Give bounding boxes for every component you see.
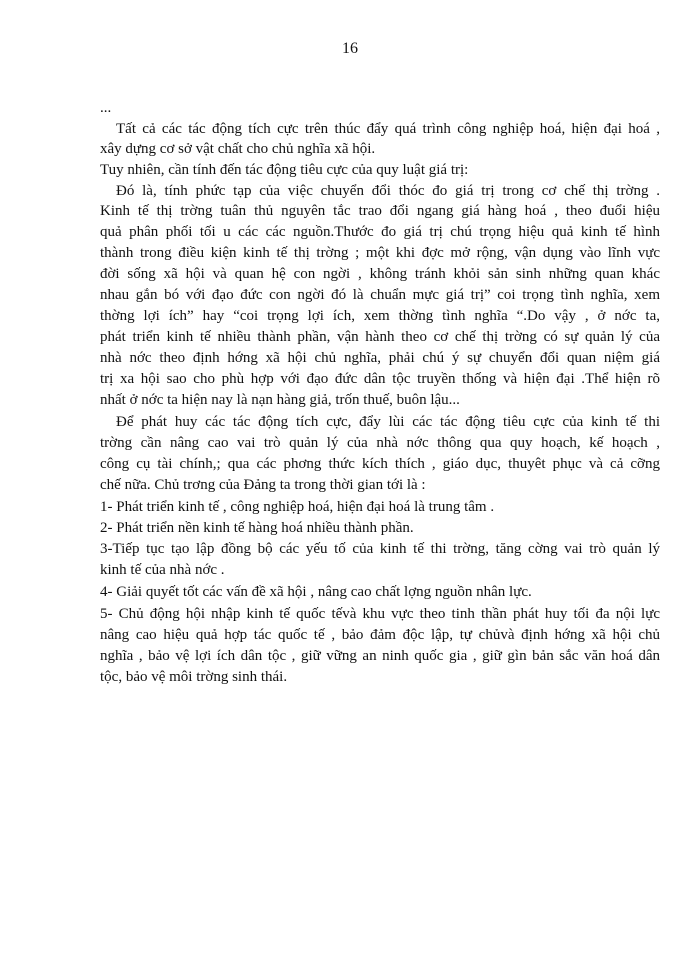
text-line: quả phân phối tối u các các nguồn.Thước đo giá trị chú trọng hiệu quả kinh tế hình	[100, 224, 660, 240]
text-line: trờng cần nâng cao vai trò quản lý của nhà nớc thông qua quy hoạch, kế hoạch ,	[100, 435, 660, 451]
page-number: 16	[342, 40, 358, 57]
text-line: kinh tế của nhà nớc .	[100, 562, 225, 578]
text-line: xây dựng cơ sở vật chất cho chủ nghĩa xã hội.	[100, 141, 376, 157]
text-line: công cụ tài chính,; qua các phơng thức kích thích , giáo dục, thuyêt phục và cả cỡng	[100, 456, 660, 472]
text-line: chế nữa. Chủ trơng của Đảng ta trong thời gian tới là :	[100, 477, 426, 493]
text-line: tộc, bảo vệ môi trờng sinh thái.	[100, 669, 288, 685]
text-line: 2- Phát triển nền kinh tế hàng hoá nhiều thành phần.	[100, 520, 414, 536]
text-line: 5- Chủ động hội nhập kinh tế quốc tếvà khu vực theo tinh thần phát huy tối đa nội lực	[100, 606, 660, 622]
text-line: 3-Tiếp tục tạo lập đồng bộ các yếu tố của kinh tế thi trờng, tăng cờng vai trò quản lý	[100, 541, 660, 557]
text-line: trị xa hội sao cho phù hợp với đạo đức dân tộc truyền thống và hiện đại .Thể hiện rõ	[100, 371, 660, 387]
text-line: thành trong điều kiện kinh tế thị trờng ; một khi đợc mở rộng, vận dụng vào lĩnh vực	[100, 245, 660, 261]
text-line: nhất ở nớc ta hiện nay là nạn hàng giả, trốn thuế, buôn lậu...	[100, 392, 460, 408]
text-line: đời sống xã hội và quan hệ con ngời , không tránh khỏi sản sinh những quan khác	[100, 266, 660, 282]
text-line: nhau gắn bó với đạo đức con ngời đó là chuẩn mực giá trị” coi trọng tình nghĩa, xem	[100, 287, 660, 303]
text-line: nâng cao hiệu quả hợp tác quốc tế , bảo đảm độc lập, tự chủvà định hớng xã hội chủ	[100, 627, 660, 643]
text-line: Tất cả các tác động tích cực trên thúc đẩy quá trình công nghiệp hoá, hiện đại hoá ,	[116, 121, 660, 137]
text-line: Kinh tế thị trờng tuân thủ nguyên tắc trao đổi ngang giá hàng hoá , theo đuổi hiệu	[100, 203, 660, 219]
text-line: thờng lợi ích” hay “coi trọng lợi ích, xem thờng tình nghĩa “.Do vậy , ở nớc ta,	[100, 308, 660, 324]
text-line: ...	[100, 100, 112, 116]
text-line: nhà nớc theo định hớng xã hội chủ nghĩa, phải chú ý sự chuyển đổi quan niệm giá	[100, 350, 660, 366]
text-line: Đó là, tính phức tạp của việc chuyển đổi thóc đo giá trị trong cơ chế thị trờng .	[116, 183, 660, 199]
text-line: 4- Giải quyết tốt các vấn đề xã hội , nâng cao chất lợng nguồn nhân lực.	[100, 584, 532, 600]
text-line: nghĩa , bảo vệ lợi ích dân tộc , giữ vững an ninh quốc gia , giữ gìn bản sắc văn hoá dân	[100, 648, 660, 664]
text-line: Để phát huy các tác động tích cực, đẩy lùi các tác động tiêu cực của kinh tế thi	[116, 414, 660, 430]
text-line: phát triển kinh tế nhiều thành phần, vận hành theo cơ chế thị trờng có sự quản lý của	[100, 329, 660, 345]
text-line: 1- Phát triển kinh tế , công nghiệp hoá, hiện đại hoá là trung tâm .	[100, 499, 495, 515]
text-line: Tuy nhiên, cần tính đến tác động tiêu cực của quy luật giá trị:	[100, 162, 469, 178]
